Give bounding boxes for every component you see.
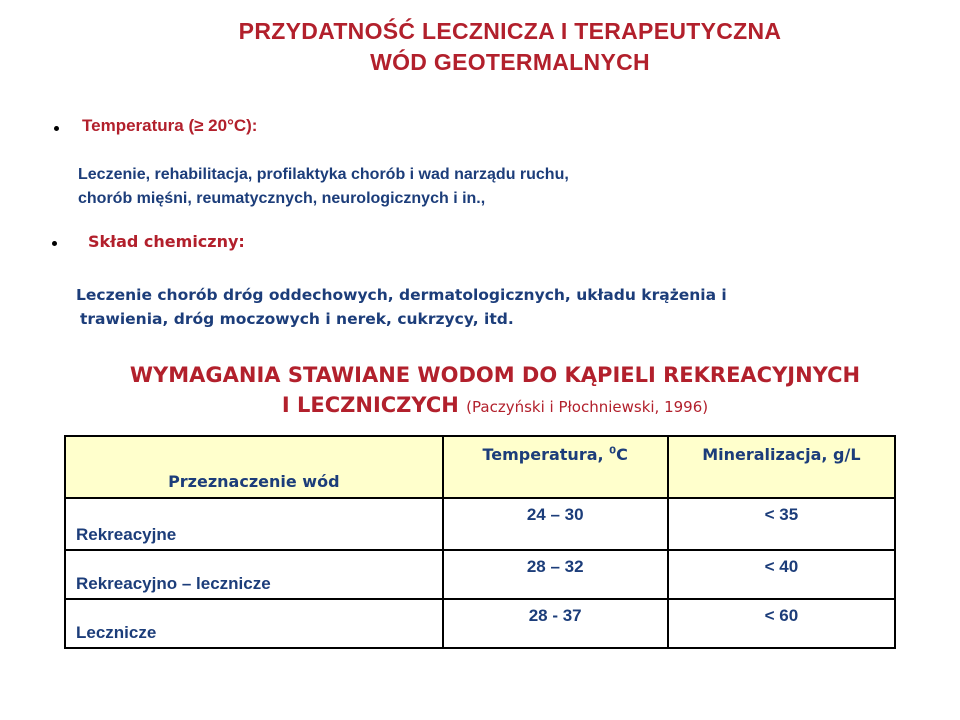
header-temperature-sup: 0 (609, 445, 617, 457)
bullet-body-line: Leczenie chorób dróg oddechowych, dermatologicznych, układu krążenia i (76, 286, 727, 304)
header-temperature (443, 436, 668, 498)
requirements-heading-line-2 (30, 390, 960, 422)
requirements-heading-line-1: WYMAGANIA STAWIANE WODOM DO KĄPIELI REKREACYJNYCH (129, 363, 861, 387)
header-mineralization: Mineralizacja, g/L (668, 436, 895, 498)
bullet-body-line: chorób mięśni, reumatycznych, neurologicznych i in., (78, 190, 486, 207)
cell-purpose: Rekreacyjne (65, 498, 443, 550)
requirements-heading (0, 360, 960, 422)
header-temperature-suffix: C (616, 445, 628, 464)
slide-title (0, 16, 960, 78)
requirements-heading-text: I LECZNICZYCH (281, 393, 459, 417)
slide-title-line-2: WÓD GEOTERMALNYCH (370, 49, 650, 75)
table-header-row (65, 436, 895, 498)
bullet-body-chemical-composition (76, 283, 936, 331)
table-row (65, 498, 895, 550)
header-purpose: Przeznaczenie wód (65, 436, 443, 498)
cell-purpose: Lecznicze (65, 599, 443, 648)
cell-temperature: 28 – 32 (443, 550, 668, 599)
cell-temperature: 24 – 30 (443, 498, 668, 550)
bullet-dot-icon (54, 126, 59, 131)
bullet-body-line: Leczenie, rehabilitacja, profilaktyka chorób i wad narządu ruchu, (78, 166, 569, 183)
cell-mineralization: < 60 (668, 599, 895, 648)
cell-purpose: Rekreacyjno – lecznicze (65, 550, 443, 599)
requirements-source: (Paczyński i Płochniewski, 1996) (466, 398, 709, 416)
cell-temperature: 28 - 37 (443, 599, 668, 648)
cell-mineralization: < 35 (668, 498, 895, 550)
bullet-heading-chemical-composition: Skład chemiczny: (88, 232, 245, 251)
bullet-body-line: trawienia, dróg moczowych i nerek, cukrzycy, itd. (80, 310, 514, 328)
table-row (65, 599, 895, 648)
cell-mineralization: < 40 (668, 550, 895, 599)
bullet-heading-temperature: Temperatura (≥ 20°C): (82, 116, 258, 135)
bullet-body-temperature (78, 163, 898, 211)
requirements-table (64, 435, 896, 649)
bullet-dot-icon (52, 241, 57, 246)
table-row (65, 550, 895, 599)
slide-title-line-1: PRZYDATNOŚĆ LECZNICZA I TERAPEUTYCZNA (238, 18, 782, 44)
header-temperature-prefix: Temperatura, (482, 445, 610, 464)
